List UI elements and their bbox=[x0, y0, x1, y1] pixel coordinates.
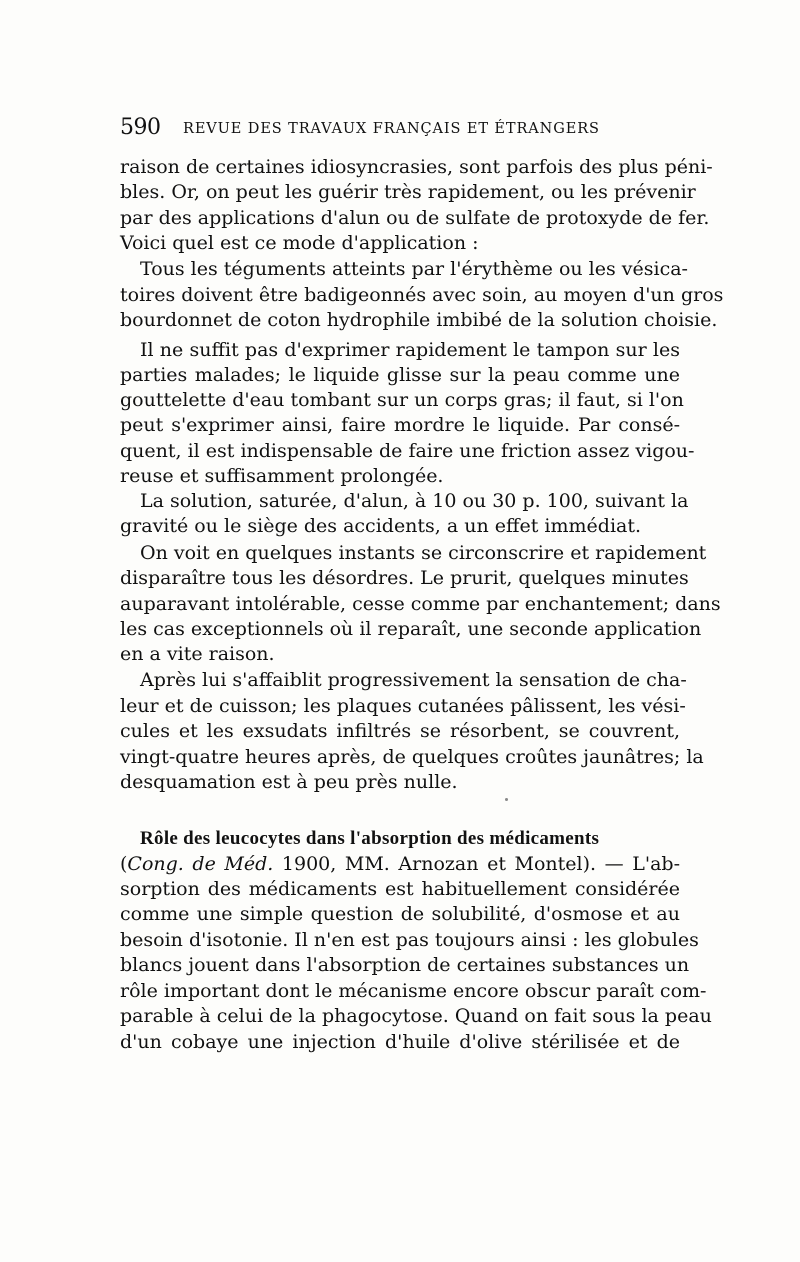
source-open-paren: ( bbox=[120, 853, 128, 875]
text-line: parable à celui de la phagocytose. Quand on fait sous la peau bbox=[120, 1005, 712, 1027]
print-speck bbox=[505, 798, 508, 801]
text-line: Tous les téguments atteints par l'érythème ou les vésica- bbox=[140, 258, 688, 280]
text-line: La solution, saturée, d'alun, à 10 ou 30 p. 100, suivant la bbox=[140, 490, 689, 512]
text-line: rôle important dont le mécanisme encore obscur paraît com- bbox=[120, 980, 707, 1002]
text-line: bourdonnet de coton hydrophile imbibé de la solution choisie. bbox=[120, 309, 718, 331]
text-line: parties malades; le liquide glisse sur la peau comme une bbox=[120, 364, 680, 386]
text-line: desquamation est à peu près nulle. bbox=[120, 771, 458, 793]
text-line: peut s'exprimer ainsi, faire mordre le liquide. Par consé- bbox=[120, 414, 680, 436]
text-line: par des applications d'alun ou de sulfate de protoxyde de fer. bbox=[120, 207, 710, 229]
text-line: quent, il est indispensable de faire une friction assez vigou- bbox=[120, 440, 695, 462]
text-line: comme une simple question de solubilité, d'osmose et au bbox=[120, 903, 680, 925]
text-line: gravité ou le siège des accidents, a un effet immédiat. bbox=[120, 515, 642, 537]
text-line: besoin d'isotonie. Il n'en est pas toujours ainsi : les globules bbox=[120, 929, 699, 951]
text-line: Il ne suffit pas d'exprimer rapidement le tampon sur les bbox=[140, 339, 680, 361]
text-line: toires doivent être badigeonnés avec soin, au moyen d'un gros bbox=[120, 284, 724, 306]
text-line: Voici quel est ce mode d'application : bbox=[120, 232, 479, 254]
text-line: sorption des médicaments est habituellement considérée bbox=[120, 878, 680, 900]
running-title: REVUE DES TRAVAUX FRANÇAIS ET ÉTRANGERS bbox=[183, 121, 600, 137]
text-line: reuse et suffisamment prolongée. bbox=[120, 465, 444, 487]
text-line: raison de certaines idiosyncrasies, sont parfois des plus péni- bbox=[120, 156, 713, 178]
text-line: auparavant intolérable, cesse comme par enchantement; dans bbox=[120, 593, 721, 615]
text-line: cules et les exsudats infiltrés se résorbent, se couvrent, bbox=[120, 720, 680, 742]
page-header bbox=[120, 115, 680, 145]
article-source-line bbox=[120, 852, 680, 876]
text-line: d'un cobaye une injection d'huile d'olive stérilisée et de bbox=[120, 1031, 680, 1053]
article-title: Rôle des leucocytes dans l'absorption des médicaments bbox=[140, 828, 600, 849]
article-title-line bbox=[140, 826, 680, 851]
text-line: en a vite raison. bbox=[120, 643, 275, 665]
text-line: On voit en quelques instants se circonscrire et rapidement bbox=[140, 542, 707, 564]
text-line: gouttelette d'eau tombant sur un corps gras; il faut, si l'on bbox=[120, 389, 684, 411]
text-line: vingt-quatre heures après, de quelques croûtes jaunâtres; la bbox=[120, 746, 704, 768]
text-line: blancs jouent dans l'absorption de certaines substances un bbox=[120, 954, 690, 976]
source-details: 1900, MM. Arnozan et Montel). — L'ab- bbox=[273, 853, 680, 875]
text-line: Après lui s'affaiblit progressivement la sensation de cha- bbox=[140, 669, 687, 691]
text-line: disparaître tous les désordres. Le prurit, quelques minutes bbox=[120, 567, 689, 589]
text-line: les cas exceptionnels où il reparaît, une seconde application bbox=[120, 618, 702, 640]
page-number: 590 bbox=[120, 115, 161, 140]
source-journal: Cong. de Méd. bbox=[127, 853, 274, 875]
text-line: leur et de cuisson; les plaques cutanées pâlissent, les vési- bbox=[120, 695, 686, 717]
text-line: bles. Or, on peut les guérir très rapidement, ou les prévenir bbox=[120, 181, 696, 203]
